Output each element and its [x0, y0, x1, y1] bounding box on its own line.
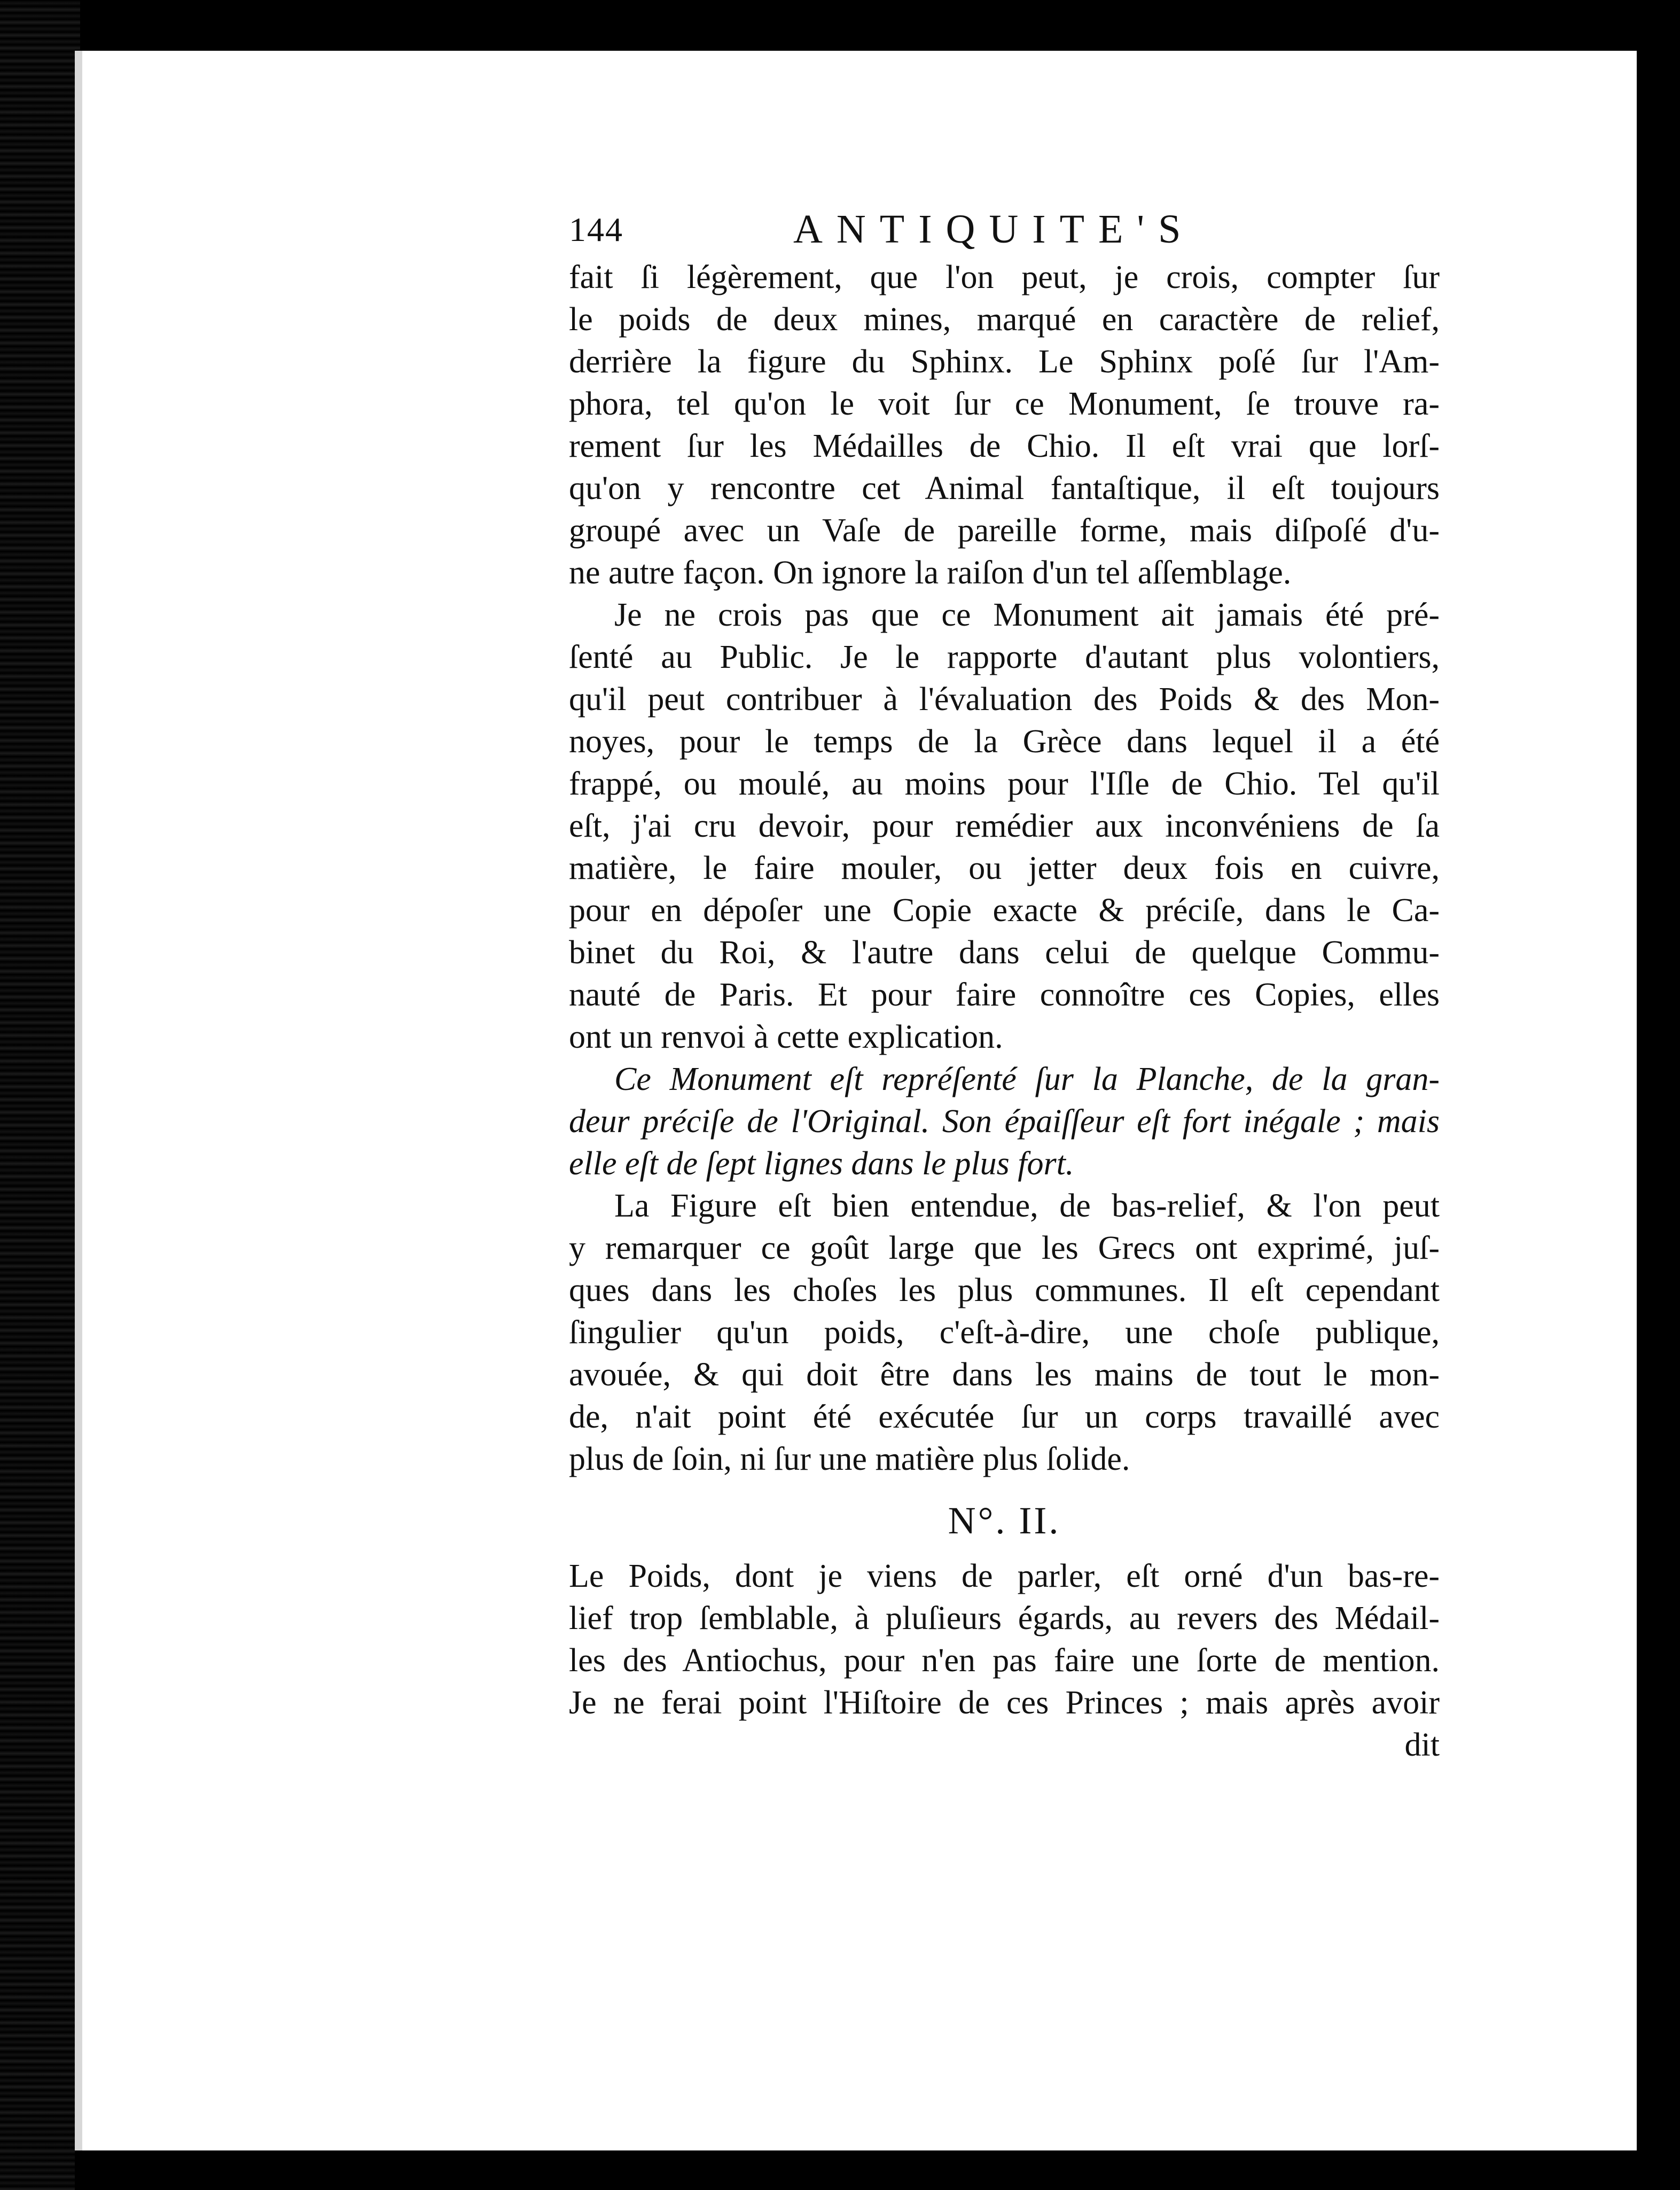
running-title: ANTIQUITE'S [793, 207, 1195, 252]
text-block [569, 208, 1440, 1766]
text-line: qu'on y rencontre cet Animal fantaſtique, il eſt toujours [569, 470, 1440, 506]
text-line: ſingulier qu'un poids, c'eſt-à-dire, une choſe publique, [569, 1314, 1440, 1351]
text-line: ques dans les choſes les plus communes. Il eſt cependant [569, 1272, 1440, 1308]
scan-border-left [0, 0, 80, 2190]
scan-border-bottom [75, 2150, 1629, 2190]
paragraph [569, 256, 1440, 594]
text-line: binet du Roi, & l'autre dans celui de quelque Commu- [569, 934, 1440, 971]
text-line: ne autre façon. On ignore la raiſon d'un tel aſſemblage. [569, 555, 1292, 591]
text-line: Je ne ferai point l'Hiſtoire de ces Princes ; mais après avoir [569, 1685, 1440, 1721]
text-line: eſt, j'ai cru devoir, pour remédier aux inconvéniens de ſa [569, 808, 1440, 844]
text-line: noyes, pour le temps de la Grèce dans lequel il a été [569, 723, 1440, 760]
text-line: le poids de deux mines, marqué en caractère de relief, [569, 301, 1440, 338]
text-line: nauté de Paris. Et pour faire connoître ces Copies, elles [569, 977, 1440, 1013]
text-line: deur préciſe de l'Original. Son épaiſſeur eſt fort inégale ; mais [569, 1103, 1440, 1140]
text-line: Le Poids, dont je viens de parler, eſt orné d'un bas-re- [569, 1558, 1440, 1594]
text-line: y remarquer ce goût large que les Grecs ont exprimé, juſ- [569, 1230, 1440, 1266]
paragraph [569, 1058, 1440, 1185]
paragraph [569, 594, 1440, 1058]
body-paragraphs [569, 256, 1440, 1480]
section-heading: N°. II. [948, 1499, 1061, 1542]
text-line: lief trop ſemblable, à pluſieurs égards, au revers des Médail- [569, 1600, 1440, 1636]
text-line: La Figure eſt bien entendue, de bas-relief, & l'on peut [614, 1188, 1440, 1224]
text-line: qu'il peut contribuer à l'évaluation des Poids & des Mon- [569, 681, 1440, 718]
text-line: Je ne crois pas que ce Monument ait jamais été pré- [614, 597, 1440, 633]
text-line: matière, le faire mouler, ou jetter deux fois en cuivre, [569, 850, 1440, 886]
text-line: rement ſur les Médailles de Chio. Il eſt vrai que lorſ- [569, 428, 1440, 464]
text-line: plus de ſoin, ni ſur une matière plus ſolide. [569, 1441, 1130, 1477]
section-paragraph [569, 1555, 1440, 1724]
catchword: dit [1404, 1727, 1440, 1763]
text-line: avouée, & qui doit être dans les mains de tout le mon- [569, 1357, 1440, 1393]
text-line: de, n'ait point été exécutée ſur un corps travaillé avec [569, 1399, 1440, 1435]
page-number: 144 [569, 211, 623, 248]
text-line: ſenté au Public. Je le rapporte d'autant plus volontiers, [569, 639, 1440, 675]
text-line: ont un renvoi à cette explication. [569, 1019, 1003, 1055]
paragraph [569, 1185, 1440, 1480]
text-line: phora, tel qu'on le voit ſur ce Monument, ſe trouve ra- [569, 386, 1440, 422]
running-head [569, 208, 1440, 256]
text-line: elle eſt de ſept lignes dans le plus fort. [569, 1145, 1074, 1182]
text-line: pour en dépoſer une Copie exacte & préciſe, dans le Ca- [569, 892, 1440, 929]
text-line: frappé, ou moulé, au moins pour l'Iſle de Chio. Tel qu'il [569, 766, 1440, 802]
text-line: groupé avec un Vaſe de pareille forme, mais diſpoſé d'u- [569, 512, 1440, 549]
text-line: les des Antiochus, pour n'en pas faire une ſorte de mention. [569, 1642, 1440, 1679]
text-line: Ce Monument eſt repréſenté ſur la Planche, de la gran- [614, 1061, 1440, 1097]
text-line: derrière la figure du Sphinx. Le Sphinx poſé ſur l'Am- [569, 344, 1440, 380]
text-line: fait ſi légèrement, que l'on peut, je crois, compter ſur [569, 259, 1440, 295]
